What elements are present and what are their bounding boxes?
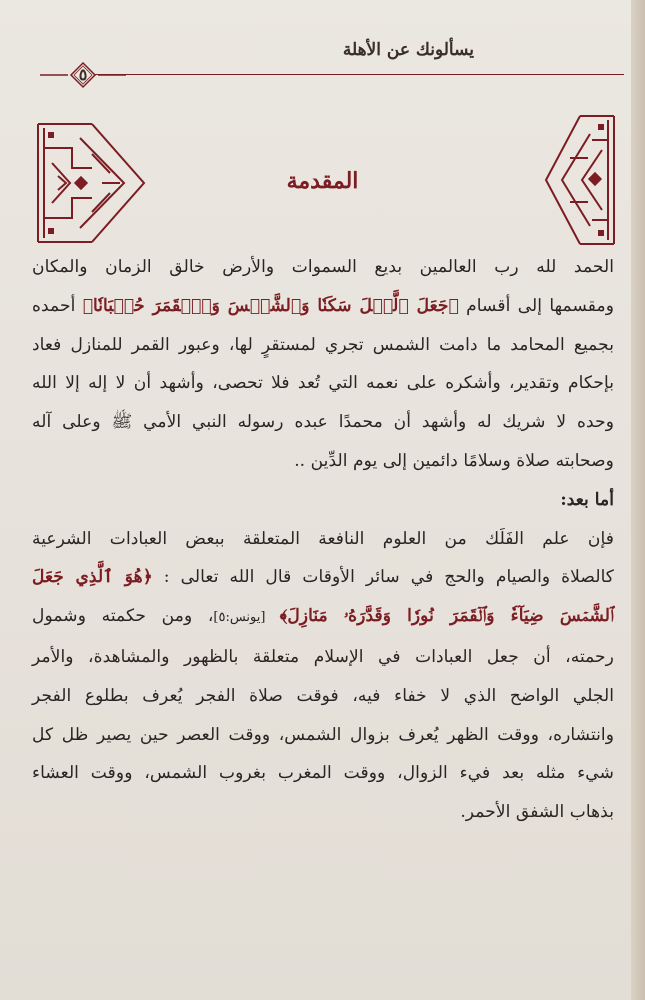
quran-verse: ٱلشَّمۡسَ ضِيَآءٗ وَٱلۡقَمَرَ نُورٗا وَقَدَّرَهُۥ مَنَازِلَ﴾ xyxy=(279,606,614,627)
text-span: أحمده xyxy=(32,295,83,316)
text-line: بذهاب الشفق الأحمر. xyxy=(460,802,614,823)
page-spine-edge xyxy=(631,0,645,1000)
ama-baad-heading: أما بعد: xyxy=(560,489,614,510)
page-number: ٥ xyxy=(78,65,88,84)
text-line: الحمد لله رب العالمين بديع السموات والأرض خالق الزمان والمكان xyxy=(32,257,614,277)
text-line: الجلي الواضح الذي لا خفاء فيه، فوقت صلاة الفجر يُعرف بطلوع الفجر xyxy=(32,685,614,706)
text-span: كالصلاة والصيام والحج في سائر الأوقات قال الله تعالى : xyxy=(152,567,614,588)
body-text xyxy=(32,248,614,832)
page-number-frame xyxy=(38,60,128,90)
text-line: وصحابته صلاة وسلامًا دائمين إلى يوم الدِّين .. xyxy=(294,450,614,471)
verse-reference: [يونس:٥] xyxy=(213,610,280,626)
text-line: وحده لا شريك له وأشهد أن محمدًا عبده رسوله النبي الأمي ﷺ وعلى آله xyxy=(32,412,614,433)
text-line: رحمته، أن جعل العبادات في الإسلام متعلقة بالظهور والمشاهدة، والأمر xyxy=(32,646,614,667)
quran-verse: ﴿جَعَلَ ٱلَّيۡلَ سَكَنٗا وَٱلشَّمۡسَ وَٱلۡقَمَرَ حُسۡبَانٗا﴾ xyxy=(82,295,459,316)
text-span: ، ومن حكمته وشمول xyxy=(32,606,214,627)
text-line: فإن علم الفَلَك من العلوم النافعة المتعلقة ببعض العبادات الشرعية xyxy=(32,528,614,549)
running-title: يسألونك عن الأهلة xyxy=(342,40,474,60)
header-rule xyxy=(84,74,624,75)
text-line: بجميع المحامد ما دامت الشمس تجري لمستقرٍ لها، وعبور القمر للمنازل فعاد xyxy=(32,334,614,355)
section-title: المقدمة xyxy=(286,168,359,194)
text-line: بإحكام وتقدير، وأشكره على نعمه التي تُعد فلا تحصى، وأشهد أن لا إله إلا الله xyxy=(32,373,614,394)
text-line: شيء مثله بعد فيء الزوال، ووقت المغرب بغروب الشمس، ووقت العشاء xyxy=(32,763,614,784)
text-span: ومقسمها إلى أقسام xyxy=(458,295,614,316)
text-line xyxy=(32,597,614,638)
text-line xyxy=(32,558,614,597)
text-line: وانتشاره، ووقت الظهر يُعرف بزوال الشمس، ووقت العصر حين يصير ظل كل xyxy=(32,724,614,745)
running-header xyxy=(24,40,624,96)
section-title-wrap xyxy=(0,168,645,194)
quran-verse: ﴿هُوَ ٱلَّذِي جَعَلَ xyxy=(32,567,153,588)
text-line xyxy=(32,287,614,326)
